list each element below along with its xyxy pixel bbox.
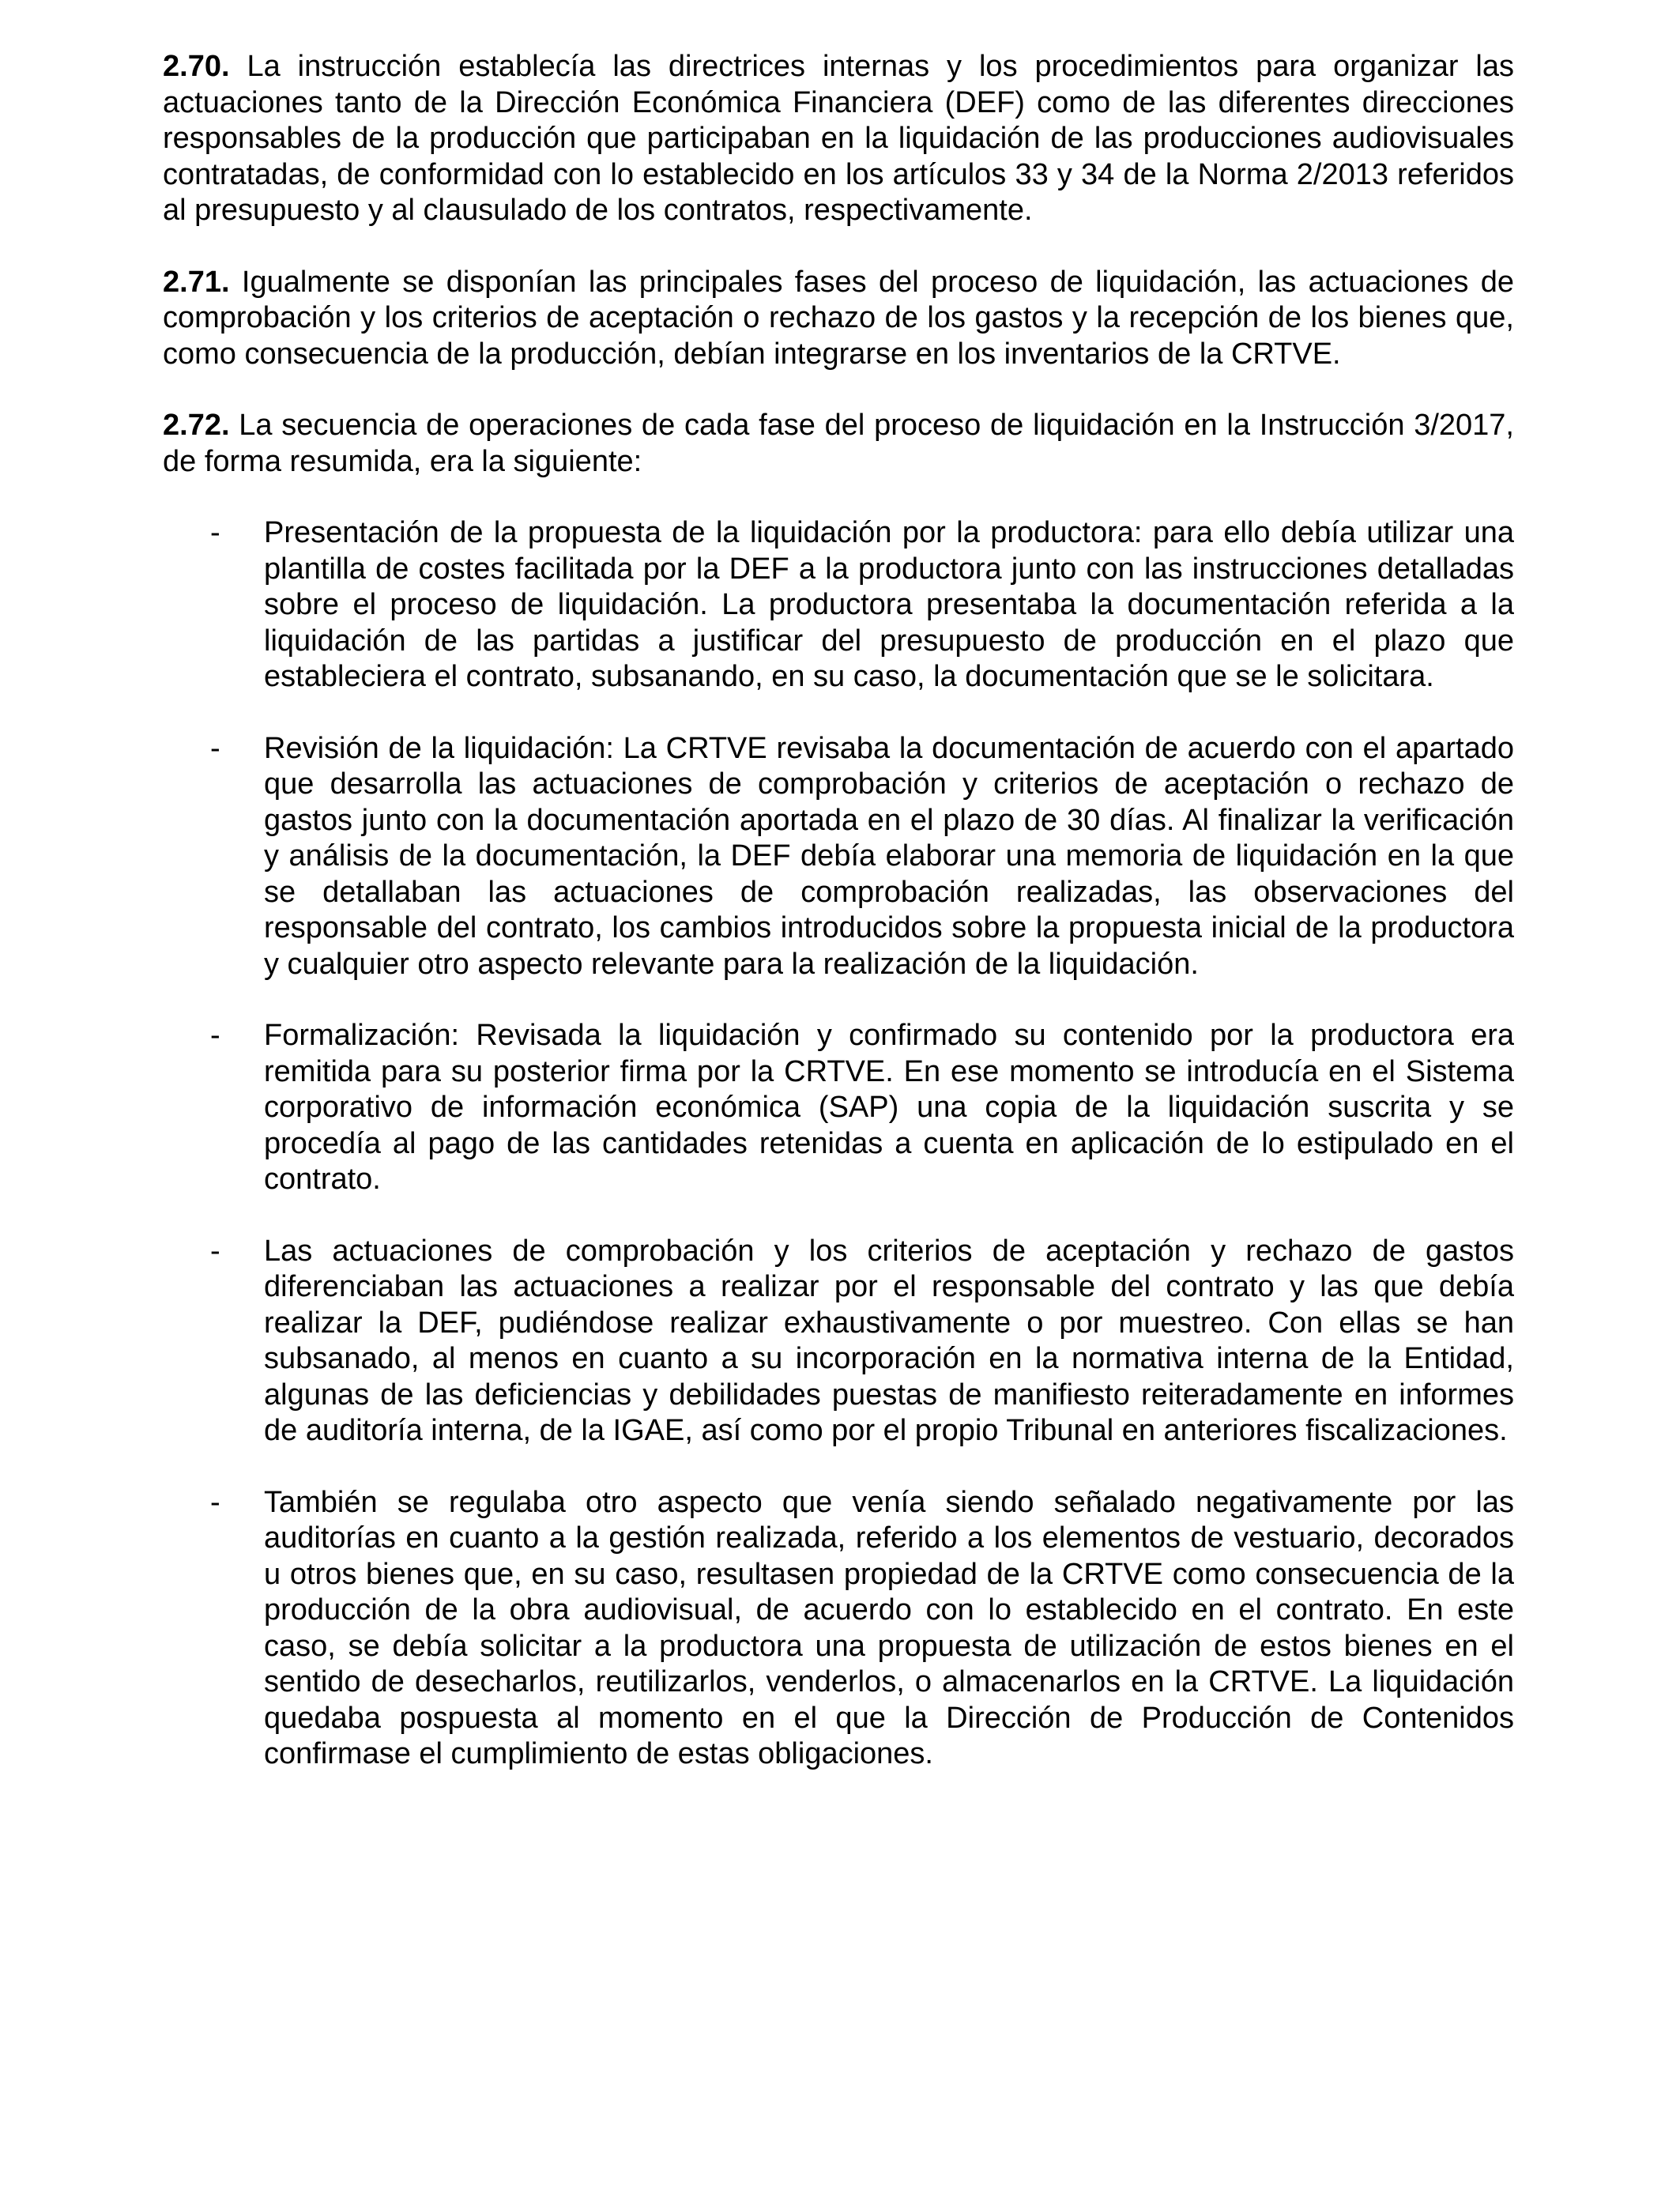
list-item-text: Las actuaciones de comprobación y los criterios de aceptación y rechazo de gastos diferenciaban las actuaciones a realizar por el responsable del contrato y las que debía realizar la DEF, pudiéndose realizar exhaustivamente o por muestreo. Con ellas se han subsanado, al menos en cuanto a su incorporación en la normativa interna de la Entidad, algunas de las deficiencias y debilidades puestas de manifiesto reiteradamente en informes de auditoría interna, de la IGAE, así como por el propio Tribunal en anteriores fiscalizaciones.	[264, 1234, 1514, 1447]
list-item-text: También se regulaba otro aspecto que venía siendo señalado negativamente por las auditorías en cuanto a la gestión realizada, referido a los elementos de vestuario, decorados u otros bienes que, en su caso, resultasen propiedad de la CRTVE como consecuencia de la producción de la obra audiovisual, de acuerdo con lo establecido en el contrato. En este caso, se debía solicitar a la productora una propuesta de utilización de estos bienes en el sentido de desecharlos, reutilizarlos, venderlos, o almacenarlos en la CRTVE. La liquidación quedaba pospuesta al momento en el que la Dirección de Producción de Contenidos confirmase el cumplimiento de estas obligaciones.	[264, 1485, 1514, 1770]
paragraph-number: 2.72.	[163, 409, 230, 442]
list-item	[163, 1018, 1514, 1198]
paragraph-2-70	[163, 49, 1514, 229]
paragraph-number: 2.71.	[163, 265, 230, 299]
list-item-text: Presentación de la propuesta de la liquidación por la productora: para ello debía utilizar una plantilla de costes facilitada por la DEF a la productora junto con las instrucciones detalladas sobre el proceso de liquidación. La productora presentaba la documentación referida a la liquidación de las partidas a justificar del presupuesto de producción en el plazo que estableciera el contrato, subsanando, en su caso, la documentación que se le solicitara.	[264, 516, 1514, 693]
paragraph-text: La instrucción establecía las directrices internas y los procedimientos para organizar las actuaciones tanto de la Dirección Económica Financiera (DEF) como de las diferentes direcciones responsables de la producción que participaban en la liquidación de las producciones audiovisuales contratadas, de conformidad con lo establecido en los artículos 33 y 34 de la Norma 2/2013 referidos al presupuesto y al clausulado de los contratos, respectivamente.	[163, 50, 1515, 227]
bullet-dash: -	[210, 1485, 220, 1519]
list-item-text: Formalización: Revisada la liquidación y confirmado su contenido por la productora era remitida para su posterior firma por la CRTVE. En ese momento se introducía en el Sistema corporativo de información económica (SAP) una copia de la liquidación suscrita y se procedía al pago de las cantidades retenidas a cuenta en aplicación de lo estipulado en el contrato.	[264, 1019, 1514, 1196]
bullet-dash: -	[210, 516, 220, 549]
paragraph-number: 2.70.	[163, 50, 230, 83]
list-item	[163, 515, 1514, 696]
list-item-text: Revisión de la liquidación: La CRTVE revisaba la documentación de acuerdo con el apartado que desarrolla las actuaciones de comprobación y criterios de aceptación o rechazo de gastos junto con la documentación aportada en el plazo de 30 días. Al finalizar la verificación y análisis de la documentación, la DEF debía elaborar una memoria de liquidación en la que se detallaban las actuaciones de comprobación realizadas, las observaciones del responsable del contrato, los cambios introducidos sobre la propuesta inicial de la productora y cualquier otro aspecto relevante para la realización de la liquidación.	[264, 731, 1514, 981]
list-item	[163, 1485, 1514, 1773]
paragraph-2-72	[163, 408, 1514, 480]
list-item	[163, 731, 1514, 983]
bullet-list	[163, 515, 1514, 1773]
paragraph-text: La secuencia de operaciones de cada fase del proceso de liquidación en la Instrucción 3/2017, de forma resumida, era la siguiente:	[163, 409, 1514, 478]
bullet-dash: -	[210, 731, 220, 765]
bullet-dash: -	[210, 1019, 220, 1052]
list-item	[163, 1234, 1514, 1449]
paragraph-text: Igualmente se disponían las principales fases del proceso de liquidación, las actuaciones de comprobación y los criterios de aceptación o rechazo de los gastos y la recepción de los bienes que, como consecuencia de la producción, debían integrarse en los inventarios de la CRTVE.	[163, 265, 1515, 371]
paragraph-2-71	[163, 265, 1514, 373]
bullet-dash: -	[210, 1234, 220, 1268]
document-page	[163, 49, 1514, 1808]
